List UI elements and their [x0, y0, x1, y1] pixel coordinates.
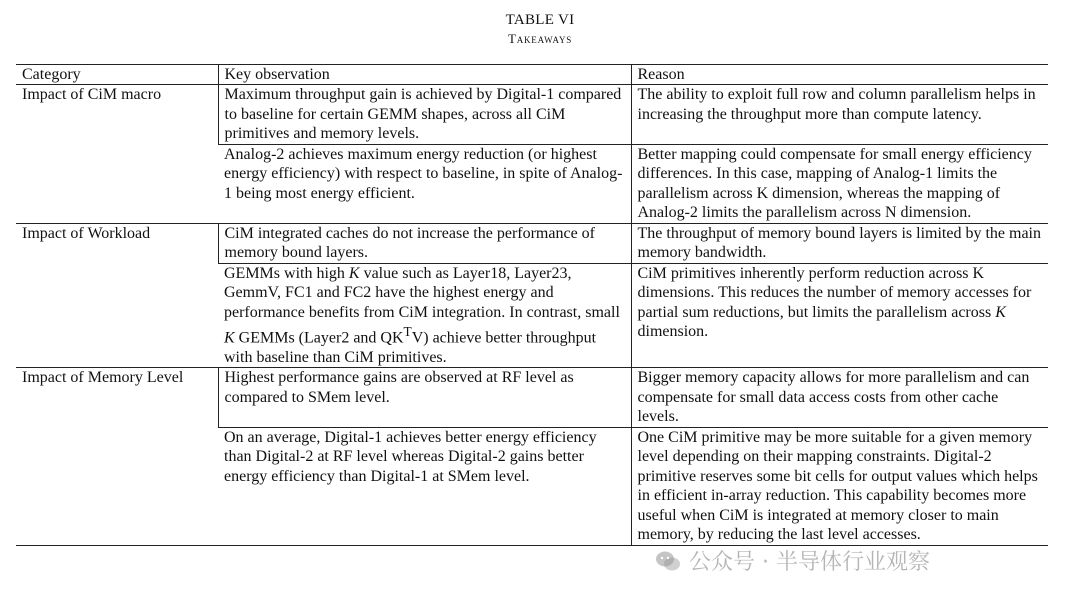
observation-cell: Maximum throughput gain is achieved by Digital-1 compared to baseline for certain GEMM shapes, across all CiM primitives and memory levels. — [218, 85, 631, 145]
column-header-category: Category — [16, 65, 218, 85]
observation-cell: Analog-2 achieves maximum energy reduction (or highest energy efficiency) with respect to baseline, in spite of Analog-1 being most energy efficient. — [218, 144, 631, 223]
reason-cell: Better mapping could compensate for small energy efficiency differences. In this case, mapping of Analog-1 limits the parallelism across K dimension, whereas the mapping of Analog-2 limits the parallelism across N dimension. — [631, 144, 1048, 223]
column-header-reason: Reason — [631, 65, 1048, 85]
reason-cell: The throughput of memory bound layers is limited by the main memory bandwidth. — [631, 223, 1048, 263]
watermark — [655, 545, 930, 576]
column-header-key-observation: Key observation — [218, 65, 631, 85]
header-row — [16, 65, 1048, 85]
table-title: TABLE VI — [505, 12, 575, 28]
observation-cell: Highest performance gains are observed at RF level as compared to SMem level. — [218, 368, 631, 428]
table-row — [16, 223, 1048, 263]
category-cell: Impact of CiM macro — [16, 85, 218, 224]
reason-cell: The ability to exploit full row and column parallelism helps in increasing the throughput more than compute latency. — [631, 85, 1048, 145]
observation-cell: On an average, Digital-1 achieves better energy efficiency than Digital-2 at RF level whereas Digital-2 gains better energy efficiency than Digital-1 at SMem level. — [218, 427, 631, 545]
wechat-icon — [655, 549, 681, 573]
reason-cell: Bigger memory capacity allows for more parallelism and can compensate for small data access costs from other cache levels. — [631, 368, 1048, 428]
watermark-text: 公众号 · 半导体行业观察 — [689, 550, 930, 575]
category-cell: Impact of Memory Level — [16, 368, 218, 546]
takeaways-table — [16, 64, 1048, 546]
observation-cell: CiM integrated caches do not increase the performance of memory bound layers. — [218, 223, 631, 263]
reason-cell: CiM primitives inherently perform reduction across K dimensions. This reduces the number of memory accesses for partial sum reductions, but limits the parallelism across K dimension. — [631, 263, 1048, 368]
table-row — [16, 368, 1048, 428]
reason-cell: One CiM primitive may be more suitable for a given memory level depending on their mapping constraints. Digital-2 primitive reserves some bit cells for output values which helps in efficient in-array reduction. This capability becomes more useful when CiM is integrated at memory closer to main memory, by reducing the last level accesses. — [631, 427, 1048, 545]
table-row — [16, 85, 1048, 145]
table-subtitle: Takeaways — [507, 31, 573, 46]
category-cell: Impact of Workload — [16, 223, 218, 368]
observation-cell: GEMMs with high K value such as Layer18, Layer23, GemmV, FC1 and FC2 have the highest energy and performance benefits from CiM integration. In contrast, small K GEMMs (Layer2 and $QK^TV$) achieve better throughput with baseline than CiM primitives. — [218, 263, 631, 368]
